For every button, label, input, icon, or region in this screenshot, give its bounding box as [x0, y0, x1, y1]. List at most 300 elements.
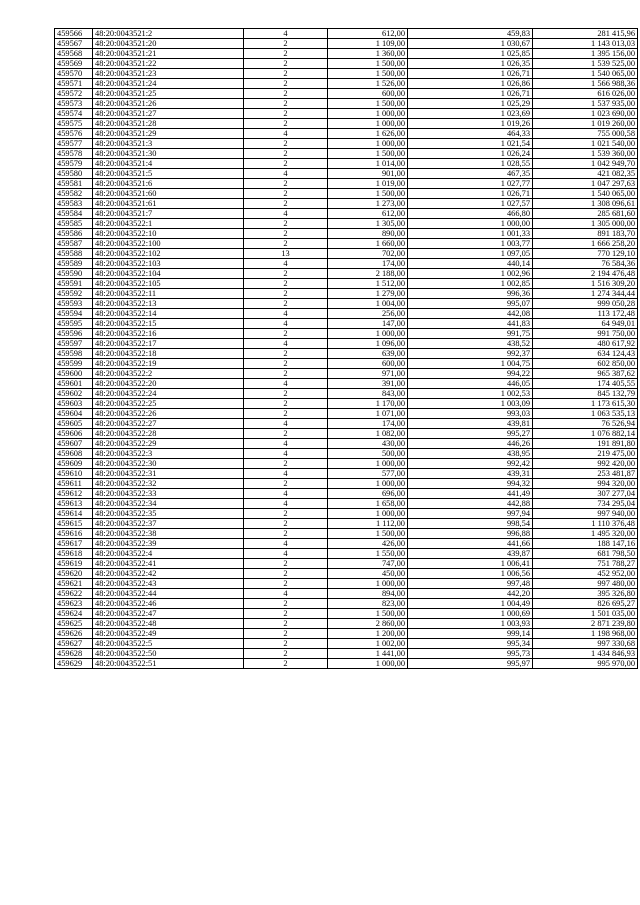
table-row: [55, 609, 638, 619]
cadastral-value-cell: 421 082,35: [533, 169, 638, 179]
cadastral-number-cell: 48:20:0043522:15: [93, 319, 244, 329]
table-row: [55, 379, 638, 389]
cadastral-value-cell: 113 172,48: [533, 309, 638, 319]
area-cell: 1 014,00: [328, 159, 408, 169]
row-number-cell: 459568: [55, 49, 93, 59]
table-row: [55, 419, 638, 429]
row-number-cell: 459625: [55, 619, 93, 629]
cadastral-number-cell: 48:20:0043521:23: [93, 69, 244, 79]
cadastral-value-cell: 755 000,58: [533, 129, 638, 139]
row-number-cell: 459613: [55, 499, 93, 509]
cadastral-number-cell: 48:20:0043522:39: [93, 539, 244, 549]
cadastral-number-cell: 48:20:0043522:27: [93, 419, 244, 429]
table-row: [55, 229, 638, 239]
row-number-cell: 459623: [55, 599, 93, 609]
cadastral-value-cell: 452 952,00: [533, 569, 638, 579]
group-code-cell: 4: [244, 319, 328, 329]
area-cell: 1 626,00: [328, 129, 408, 139]
cadastral-number-cell: 48:20:0043522:10: [93, 229, 244, 239]
group-code-cell: 2: [244, 69, 328, 79]
row-number-cell: 459602: [55, 389, 93, 399]
unit-value-cell: 995,73: [408, 649, 533, 659]
cadastral-value-cell: 1 047 297,63: [533, 179, 638, 189]
cadastral-number-cell: 48:20:0043522:47: [93, 609, 244, 619]
row-number-cell: 459617: [55, 539, 93, 549]
area-cell: 1 500,00: [328, 99, 408, 109]
row-number-cell: 459624: [55, 609, 93, 619]
area-cell: 843,00: [328, 389, 408, 399]
cadastral-value-cell: 634 124,43: [533, 349, 638, 359]
unit-value-cell: 995,34: [408, 639, 533, 649]
table-row: [55, 139, 638, 149]
cadastral-number-cell: 48:20:0043522:31: [93, 469, 244, 479]
unit-value-cell: 1 003,93: [408, 619, 533, 629]
unit-value-cell: 1 006,41: [408, 559, 533, 569]
table-row: [55, 119, 638, 129]
table-row: [55, 479, 638, 489]
area-cell: 1 512,00: [328, 279, 408, 289]
table-row: [55, 29, 638, 39]
table-row: [55, 319, 638, 329]
cadastral-number-cell: 48:20:0043521:22: [93, 59, 244, 69]
row-number-cell: 459616: [55, 529, 93, 539]
table-row: [55, 59, 638, 69]
cadastral-number-cell: 48:20:0043522:13: [93, 299, 244, 309]
table-body: [55, 29, 638, 669]
unit-value-cell: 1 004,49: [408, 599, 533, 609]
group-code-cell: 4: [244, 259, 328, 269]
row-number-cell: 459569: [55, 59, 93, 69]
area-cell: 1 441,00: [328, 649, 408, 659]
row-number-cell: 459584: [55, 209, 93, 219]
cadastral-number-cell: 48:20:0043521:21: [93, 49, 244, 59]
unit-value-cell: 997,94: [408, 509, 533, 519]
table-row: [55, 169, 638, 179]
unit-value-cell: 1 026,86: [408, 79, 533, 89]
group-code-cell: 2: [244, 219, 328, 229]
table-row: [55, 259, 638, 269]
cadastral-value-cell: 281 415,96: [533, 29, 638, 39]
group-code-cell: 2: [244, 409, 328, 419]
cadastral-value-cell: 480 617,92: [533, 339, 638, 349]
cadastral-number-cell: 48:20:0043522:51: [93, 659, 244, 669]
row-number-cell: 459609: [55, 459, 93, 469]
table-row: [55, 239, 638, 249]
row-number-cell: 459615: [55, 519, 93, 529]
unit-value-cell: 441,49: [408, 489, 533, 499]
table-row: [55, 299, 638, 309]
group-code-cell: 2: [244, 609, 328, 619]
row-number-cell: 459626: [55, 629, 93, 639]
group-code-cell: 2: [244, 269, 328, 279]
cadastral-number-cell: 48:20:0043521:24: [93, 79, 244, 89]
group-code-cell: 4: [244, 419, 328, 429]
table-row: [55, 329, 638, 339]
row-number-cell: 459598: [55, 349, 93, 359]
row-number-cell: 459599: [55, 359, 93, 369]
group-code-cell: 4: [244, 589, 328, 599]
area-cell: 1 000,00: [328, 459, 408, 469]
unit-value-cell: 994,22: [408, 369, 533, 379]
group-code-cell: 2: [244, 139, 328, 149]
row-number-cell: 459573: [55, 99, 93, 109]
cadastral-value-cell: 1 566 988,36: [533, 79, 638, 89]
area-cell: 450,00: [328, 569, 408, 579]
cadastral-value-cell: 1 540 065,00: [533, 189, 638, 199]
row-number-cell: 459589: [55, 259, 93, 269]
cadastral-number-cell: 48:20:0043522:50: [93, 649, 244, 659]
cadastral-number-cell: 48:20:0043522:44: [93, 589, 244, 599]
unit-value-cell: 1 027,77: [408, 179, 533, 189]
area-cell: 1 500,00: [328, 69, 408, 79]
area-cell: 894,00: [328, 589, 408, 599]
table-row: [55, 129, 638, 139]
table-row: [55, 589, 638, 599]
unit-value-cell: 466,80: [408, 209, 533, 219]
row-number-cell: 459580: [55, 169, 93, 179]
table-row: [55, 69, 638, 79]
group-code-cell: 4: [244, 129, 328, 139]
area-cell: 1 109,00: [328, 39, 408, 49]
group-code-cell: 2: [244, 199, 328, 209]
unit-value-cell: 998,54: [408, 519, 533, 529]
group-code-cell: 4: [244, 449, 328, 459]
table-row: [55, 569, 638, 579]
cadastral-value-cell: 285 681,60: [533, 209, 638, 219]
group-code-cell: 2: [244, 629, 328, 639]
unit-value-cell: 439,31: [408, 469, 533, 479]
area-cell: 147,00: [328, 319, 408, 329]
group-code-cell: 2: [244, 599, 328, 609]
cadastral-number-cell: 48:20:0043522:25: [93, 399, 244, 409]
unit-value-cell: 1 004,75: [408, 359, 533, 369]
unit-value-cell: 441,83: [408, 319, 533, 329]
row-number-cell: 459600: [55, 369, 93, 379]
area-cell: 1 000,00: [328, 139, 408, 149]
group-code-cell: 2: [244, 159, 328, 169]
area-cell: 747,00: [328, 559, 408, 569]
unit-value-cell: 1 002,53: [408, 389, 533, 399]
cadastral-value-cell: 845 132,79: [533, 389, 638, 399]
table-row: [55, 149, 638, 159]
row-number-cell: 459618: [55, 549, 93, 559]
cadastral-value-cell: 1 666 258,20: [533, 239, 638, 249]
cadastral-number-cell: 48:20:0043521:6: [93, 179, 244, 189]
table-row: [55, 279, 638, 289]
cadastral-number-cell: 48:20:0043522:19: [93, 359, 244, 369]
area-cell: 1 360,00: [328, 49, 408, 59]
cadastral-value-cell: 1 198 968,00: [533, 629, 638, 639]
row-number-cell: 459604: [55, 409, 93, 419]
cadastral-value-cell: 395 326,80: [533, 589, 638, 599]
row-number-cell: 459610: [55, 469, 93, 479]
cadastral-value-cell: 997 330,68: [533, 639, 638, 649]
area-cell: 1 500,00: [328, 59, 408, 69]
row-number-cell: 459567: [55, 39, 93, 49]
unit-value-cell: 1 030,67: [408, 39, 533, 49]
group-code-cell: 2: [244, 569, 328, 579]
table-row: [55, 389, 638, 399]
unit-value-cell: 446,26: [408, 439, 533, 449]
unit-value-cell: 999,14: [408, 629, 533, 639]
cadastral-value-cell: 1 495 320,00: [533, 529, 638, 539]
area-cell: 1 000,00: [328, 329, 408, 339]
cadastral-value-cell: 770 129,10: [533, 249, 638, 259]
table-row: [55, 269, 638, 279]
table-row: [55, 629, 638, 639]
area-cell: 577,00: [328, 469, 408, 479]
cadastral-number-cell: 48:20:0043522:18: [93, 349, 244, 359]
row-number-cell: 459608: [55, 449, 93, 459]
row-number-cell: 459629: [55, 659, 93, 669]
table-row: [55, 289, 638, 299]
cadastral-value-cell: 1 019 260,00: [533, 119, 638, 129]
row-number-cell: 459583: [55, 199, 93, 209]
group-code-cell: 2: [244, 579, 328, 589]
group-code-cell: 4: [244, 469, 328, 479]
cadastral-value-cell: 1 021 540,00: [533, 139, 638, 149]
cadastral-number-cell: 48:20:0043522:14: [93, 309, 244, 319]
group-code-cell: 2: [244, 329, 328, 339]
unit-value-cell: 996,36: [408, 289, 533, 299]
group-code-cell: 2: [244, 229, 328, 239]
row-number-cell: 459566: [55, 29, 93, 39]
area-cell: 2 860,00: [328, 619, 408, 629]
unit-value-cell: 1 003,77: [408, 239, 533, 249]
cadastral-value-cell: 995 970,00: [533, 659, 638, 669]
table-row: [55, 579, 638, 589]
area-cell: 901,00: [328, 169, 408, 179]
group-code-cell: 2: [244, 279, 328, 289]
table-row: [55, 79, 638, 89]
area-cell: 174,00: [328, 419, 408, 429]
row-number-cell: 459627: [55, 639, 93, 649]
unit-value-cell: 992,37: [408, 349, 533, 359]
cadastral-number-cell: 48:20:0043521:4: [93, 159, 244, 169]
area-cell: 1 170,00: [328, 399, 408, 409]
group-code-cell: 2: [244, 109, 328, 119]
area-cell: 639,00: [328, 349, 408, 359]
table-row: [55, 439, 638, 449]
row-number-cell: 459577: [55, 139, 93, 149]
area-cell: 426,00: [328, 539, 408, 549]
group-code-cell: 2: [244, 239, 328, 249]
area-cell: 174,00: [328, 259, 408, 269]
unit-value-cell: 459,83: [408, 29, 533, 39]
row-number-cell: 459571: [55, 79, 93, 89]
cadastral-number-cell: 48:20:0043522:37: [93, 519, 244, 529]
area-cell: 1 071,00: [328, 409, 408, 419]
cadastral-number-cell: 48:20:0043522:11: [93, 289, 244, 299]
group-code-cell: 2: [244, 89, 328, 99]
cadastral-number-cell: 48:20:0043521:20: [93, 39, 244, 49]
unit-value-cell: 1 019,26: [408, 119, 533, 129]
cadastral-value-cell: 1 308 096,61: [533, 199, 638, 209]
unit-value-cell: 1 021,54: [408, 139, 533, 149]
table-row: [55, 359, 638, 369]
unit-value-cell: 1 000,00: [408, 219, 533, 229]
table-row: [55, 499, 638, 509]
cadastral-number-cell: 48:20:0043521:2: [93, 29, 244, 39]
area-cell: 890,00: [328, 229, 408, 239]
area-cell: 1 500,00: [328, 149, 408, 159]
cadastral-value-cell: 965 387,62: [533, 369, 638, 379]
group-code-cell: 2: [244, 459, 328, 469]
row-number-cell: 459614: [55, 509, 93, 519]
cadastral-number-cell: 48:20:0043521:3: [93, 139, 244, 149]
table-row: [55, 619, 638, 629]
row-number-cell: 459603: [55, 399, 93, 409]
unit-value-cell: 467,35: [408, 169, 533, 179]
cadastral-value-cell: 2 871 239,80: [533, 619, 638, 629]
table-row: [55, 519, 638, 529]
group-code-cell: 4: [244, 499, 328, 509]
cadastral-number-cell: 48:20:0043521:61: [93, 199, 244, 209]
cadastral-value-cell: 1 023 690,00: [533, 109, 638, 119]
cadastral-number-cell: 48:20:0043521:29: [93, 129, 244, 139]
cadastral-number-cell: 48:20:0043522:35: [93, 509, 244, 519]
cadastral-number-cell: 48:20:0043522:34: [93, 499, 244, 509]
unit-value-cell: 995,27: [408, 429, 533, 439]
table-row: [55, 179, 638, 189]
unit-value-cell: 1 002,96: [408, 269, 533, 279]
cadastral-value-cell: 253 481,87: [533, 469, 638, 479]
table-row: [55, 159, 638, 169]
cadastral-value-cell: 999 050,28: [533, 299, 638, 309]
cadastral-value-cell: 991 750,00: [533, 329, 638, 339]
group-code-cell: 2: [244, 399, 328, 409]
unit-value-cell: 1 026,71: [408, 189, 533, 199]
area-cell: 823,00: [328, 599, 408, 609]
row-number-cell: 459622: [55, 589, 93, 599]
cadastral-value-cell: 1 305 000,00: [533, 219, 638, 229]
unit-value-cell: 1 026,35: [408, 59, 533, 69]
unit-value-cell: 439,81: [408, 419, 533, 429]
group-code-cell: 2: [244, 649, 328, 659]
cadastral-value-cell: 751 788,27: [533, 559, 638, 569]
group-code-cell: 2: [244, 289, 328, 299]
row-number-cell: 459596: [55, 329, 93, 339]
unit-value-cell: 996,88: [408, 529, 533, 539]
unit-value-cell: 1 006,56: [408, 569, 533, 579]
cadastral-number-cell: 48:20:0043522:43: [93, 579, 244, 589]
unit-value-cell: 442,08: [408, 309, 533, 319]
cadastral-number-cell: 48:20:0043522:46: [93, 599, 244, 609]
group-code-cell: 4: [244, 539, 328, 549]
group-code-cell: 2: [244, 359, 328, 369]
area-cell: 1 000,00: [328, 119, 408, 129]
group-code-cell: 2: [244, 349, 328, 359]
cadastral-value-cell: 992 420,00: [533, 459, 638, 469]
cadastral-number-cell: 48:20:0043522:33: [93, 489, 244, 499]
unit-value-cell: 993,03: [408, 409, 533, 419]
row-number-cell: 459597: [55, 339, 93, 349]
area-cell: 391,00: [328, 379, 408, 389]
cadastral-number-cell: 48:20:0043522:3: [93, 449, 244, 459]
group-code-cell: 4: [244, 309, 328, 319]
group-code-cell: 2: [244, 59, 328, 69]
group-code-cell: 2: [244, 479, 328, 489]
cadastral-value-cell: 191 891,80: [533, 439, 638, 449]
unit-value-cell: 438,95: [408, 449, 533, 459]
group-code-cell: 4: [244, 339, 328, 349]
cadastral-number-cell: 48:20:0043522:42: [93, 569, 244, 579]
cadastral-value-cell: 1 516 309,20: [533, 279, 638, 289]
cadastral-value-cell: 681 798,50: [533, 549, 638, 559]
group-code-cell: 4: [244, 549, 328, 559]
group-code-cell: 2: [244, 559, 328, 569]
cadastral-value-cell: 602 850,00: [533, 359, 638, 369]
row-number-cell: 459594: [55, 309, 93, 319]
row-number-cell: 459619: [55, 559, 93, 569]
cadastral-number-cell: 48:20:0043522:2: [93, 369, 244, 379]
table-row: [55, 399, 638, 409]
unit-value-cell: 997,48: [408, 579, 533, 589]
unit-value-cell: 1 025,29: [408, 99, 533, 109]
unit-value-cell: 446,05: [408, 379, 533, 389]
unit-value-cell: 1 000,69: [408, 609, 533, 619]
area-cell: 1 000,00: [328, 479, 408, 489]
area-cell: 500,00: [328, 449, 408, 459]
group-code-cell: 2: [244, 79, 328, 89]
table-row: [55, 409, 638, 419]
cadastral-value-cell: 1 434 846,93: [533, 649, 638, 659]
cadastral-value-cell: 219 475,00: [533, 449, 638, 459]
unit-value-cell: 1 027,57: [408, 199, 533, 209]
table-row: [55, 469, 638, 479]
unit-value-cell: 442,88: [408, 499, 533, 509]
unit-value-cell: 440,14: [408, 259, 533, 269]
unit-value-cell: 995,07: [408, 299, 533, 309]
table-row: [55, 339, 638, 349]
cadastral-number-cell: 48:20:0043522:38: [93, 529, 244, 539]
area-cell: 1 019,00: [328, 179, 408, 189]
cadastral-value-cell: 891 183,70: [533, 229, 638, 239]
table-row: [55, 369, 638, 379]
area-cell: 702,00: [328, 249, 408, 259]
area-cell: 600,00: [328, 359, 408, 369]
row-number-cell: 459586: [55, 229, 93, 239]
cadastral-value-cell: 997 480,00: [533, 579, 638, 589]
table-row: [55, 49, 638, 59]
cadastral-number-cell: 48:20:0043521:5: [93, 169, 244, 179]
unit-value-cell: 1 003,09: [408, 399, 533, 409]
cadastral-value-cell: 76 584,36: [533, 259, 638, 269]
area-cell: 1 096,00: [328, 339, 408, 349]
area-cell: 1 112,00: [328, 519, 408, 529]
area-cell: 1 273,00: [328, 199, 408, 209]
table-row: [55, 599, 638, 609]
row-number-cell: 459585: [55, 219, 93, 229]
area-cell: 600,00: [328, 89, 408, 99]
group-code-cell: 2: [244, 119, 328, 129]
cadastral-value-cell: 174 405,55: [533, 379, 638, 389]
table-row: [55, 659, 638, 669]
area-cell: 696,00: [328, 489, 408, 499]
cadastral-number-cell: 48:20:0043521:27: [93, 109, 244, 119]
row-number-cell: 459575: [55, 119, 93, 129]
group-code-cell: 4: [244, 379, 328, 389]
cadastral-value-cell: 1 540 065,00: [533, 69, 638, 79]
cadastral-number-cell: 48:20:0043522:32: [93, 479, 244, 489]
cadastral-number-cell: 48:20:0043522:24: [93, 389, 244, 399]
cadastral-value-cell: 76 526,94: [533, 419, 638, 429]
area-cell: 1 660,00: [328, 239, 408, 249]
row-number-cell: 459574: [55, 109, 93, 119]
area-cell: 1 082,00: [328, 429, 408, 439]
cadastral-number-cell: 48:20:0043522:104: [93, 269, 244, 279]
row-number-cell: 459587: [55, 239, 93, 249]
